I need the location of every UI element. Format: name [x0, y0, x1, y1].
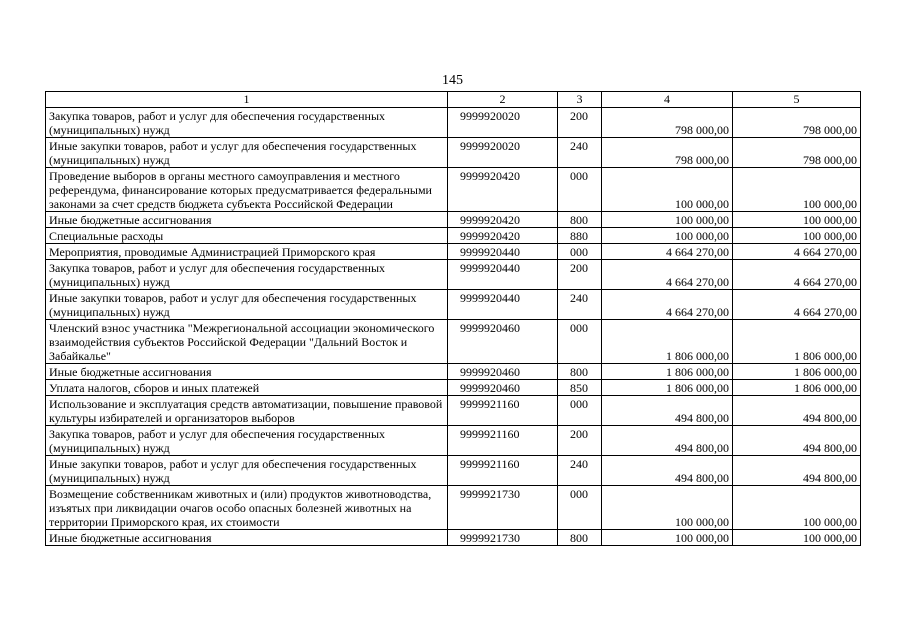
table-row [46, 108, 861, 138]
row-amount-2-cell: 494 800,00 [733, 456, 861, 486]
row-name-cell: Закупка товаров, работ и услуг для обеспечения государственных (муниципальных) нужд [46, 260, 448, 290]
row-name-cell: Иные бюджетные ассигнования [46, 530, 448, 546]
row-amount-2-cell: 1 806 000,00 [733, 320, 861, 364]
row-code-cell: 9999920440 [448, 290, 558, 320]
table-row [46, 260, 861, 290]
row-amount-1-cell: 798 000,00 [602, 138, 733, 168]
row-amount-2-cell: 100 000,00 [733, 168, 861, 212]
row-amount-2-cell: 798 000,00 [733, 138, 861, 168]
row-amount-1-cell: 494 800,00 [602, 456, 733, 486]
row-expense-type-cell: 000 [558, 244, 602, 260]
row-name-cell: Иные закупки товаров, работ и услуг для обеспечения государственных (муниципальных) нужд [46, 138, 448, 168]
row-name-cell: Уплата налогов, сборов и иных платежей [46, 380, 448, 396]
column-header-4: 4 [602, 92, 733, 108]
row-amount-1-cell: 1 806 000,00 [602, 380, 733, 396]
column-header-row [46, 92, 861, 108]
row-expense-type-cell: 800 [558, 530, 602, 546]
table-row [46, 138, 861, 168]
row-code-cell: 9999921730 [448, 486, 558, 530]
table-row [46, 320, 861, 364]
table-row [46, 168, 861, 212]
row-amount-1-cell: 100 000,00 [602, 168, 733, 212]
table-row [46, 486, 861, 530]
row-expense-type-cell: 000 [558, 396, 602, 426]
table-row [46, 290, 861, 320]
row-name-cell: Членский взнос участника "Межрегиональной ассоциации экономического взаимодействия субъектов Российской Федерации "Дальний Восток и Забайкалье" [46, 320, 448, 364]
row-code-cell: 9999920440 [448, 244, 558, 260]
row-amount-1-cell: 100 000,00 [602, 228, 733, 244]
table-row [46, 212, 861, 228]
row-amount-1-cell: 4 664 270,00 [602, 290, 733, 320]
row-amount-2-cell: 798 000,00 [733, 108, 861, 138]
table-row [46, 244, 861, 260]
row-amount-2-cell: 100 000,00 [733, 530, 861, 546]
row-name-cell: Иные бюджетные ассигнования [46, 364, 448, 380]
row-amount-1-cell: 1 806 000,00 [602, 320, 733, 364]
row-amount-1-cell: 1 806 000,00 [602, 364, 733, 380]
row-code-cell: 9999920420 [448, 168, 558, 212]
row-code-cell: 9999920020 [448, 138, 558, 168]
row-amount-1-cell: 494 800,00 [602, 426, 733, 456]
budget-table-body [46, 92, 861, 546]
table-row [46, 426, 861, 456]
row-expense-type-cell: 850 [558, 380, 602, 396]
row-amount-1-cell: 100 000,00 [602, 530, 733, 546]
row-name-cell: Закупка товаров, работ и услуг для обеспечения государственных (муниципальных) нужд [46, 426, 448, 456]
row-expense-type-cell: 800 [558, 364, 602, 380]
row-amount-1-cell: 494 800,00 [602, 396, 733, 426]
row-code-cell: 9999921160 [448, 456, 558, 486]
row-expense-type-cell: 000 [558, 486, 602, 530]
row-expense-type-cell: 200 [558, 108, 602, 138]
column-header-3: 3 [558, 92, 602, 108]
row-name-cell: Использование и эксплуатация средств автоматизации, повышение правовой культуры избирателей и организаторов выборов [46, 396, 448, 426]
row-amount-2-cell: 4 664 270,00 [733, 244, 861, 260]
row-code-cell: 9999920020 [448, 108, 558, 138]
row-expense-type-cell: 240 [558, 138, 602, 168]
row-amount-2-cell: 1 806 000,00 [733, 380, 861, 396]
row-name-cell: Мероприятия, проводимые Администрацией Приморского края [46, 244, 448, 260]
row-amount-2-cell: 494 800,00 [733, 426, 861, 456]
row-amount-1-cell: 100 000,00 [602, 212, 733, 228]
row-code-cell: 9999920460 [448, 364, 558, 380]
row-code-cell: 9999921160 [448, 426, 558, 456]
row-code-cell: 9999921730 [448, 530, 558, 546]
page-number: 145 [442, 73, 463, 88]
row-amount-2-cell: 494 800,00 [733, 396, 861, 426]
row-amount-2-cell: 4 664 270,00 [733, 290, 861, 320]
table-row [46, 364, 861, 380]
row-expense-type-cell: 800 [558, 212, 602, 228]
row-code-cell: 9999920420 [448, 228, 558, 244]
row-amount-2-cell: 4 664 270,00 [733, 260, 861, 290]
row-code-cell: 9999920440 [448, 260, 558, 290]
table-row [46, 530, 861, 546]
row-amount-2-cell: 1 806 000,00 [733, 364, 861, 380]
row-expense-type-cell: 240 [558, 290, 602, 320]
row-name-cell: Иные закупки товаров, работ и услуг для обеспечения государственных (муниципальных) нужд [46, 290, 448, 320]
budget-table [45, 91, 861, 546]
row-name-cell: Специальные расходы [46, 228, 448, 244]
row-amount-1-cell: 4 664 270,00 [602, 244, 733, 260]
column-header-1: 1 [46, 92, 448, 108]
row-code-cell: 9999921160 [448, 396, 558, 426]
row-expense-type-cell: 000 [558, 320, 602, 364]
row-expense-type-cell: 200 [558, 426, 602, 456]
row-name-cell: Иные бюджетные ассигнования [46, 212, 448, 228]
row-expense-type-cell: 200 [558, 260, 602, 290]
table-row [46, 396, 861, 426]
row-amount-1-cell: 100 000,00 [602, 486, 733, 530]
row-expense-type-cell: 240 [558, 456, 602, 486]
row-name-cell: Возмещение собственникам животных и (или) продуктов животноводства, изъятых при ликвидации очагов особо опасных болезней животных на территории Приморского края, их стоимости [46, 486, 448, 530]
row-code-cell: 9999920420 [448, 212, 558, 228]
row-code-cell: 9999920460 [448, 320, 558, 364]
row-amount-2-cell: 100 000,00 [733, 486, 861, 530]
row-amount-1-cell: 4 664 270,00 [602, 260, 733, 290]
row-amount-1-cell: 798 000,00 [602, 108, 733, 138]
row-amount-2-cell: 100 000,00 [733, 212, 861, 228]
row-name-cell: Иные закупки товаров, работ и услуг для обеспечения государственных (муниципальных) нужд [46, 456, 448, 486]
row-amount-2-cell: 100 000,00 [733, 228, 861, 244]
table-row [46, 456, 861, 486]
row-code-cell: 9999920460 [448, 380, 558, 396]
column-header-5: 5 [733, 92, 861, 108]
row-name-cell: Закупка товаров, работ и услуг для обеспечения государственных (муниципальных) нужд [46, 108, 448, 138]
row-expense-type-cell: 000 [558, 168, 602, 212]
table-row [46, 380, 861, 396]
column-header-2: 2 [448, 92, 558, 108]
row-expense-type-cell: 880 [558, 228, 602, 244]
row-name-cell: Проведение выборов в органы местного самоуправления и местного референдума, финансирование которых предусматривается федеральными законами за счет средств бюджета субъекта Российской Федерации [46, 168, 448, 212]
table-row [46, 228, 861, 244]
